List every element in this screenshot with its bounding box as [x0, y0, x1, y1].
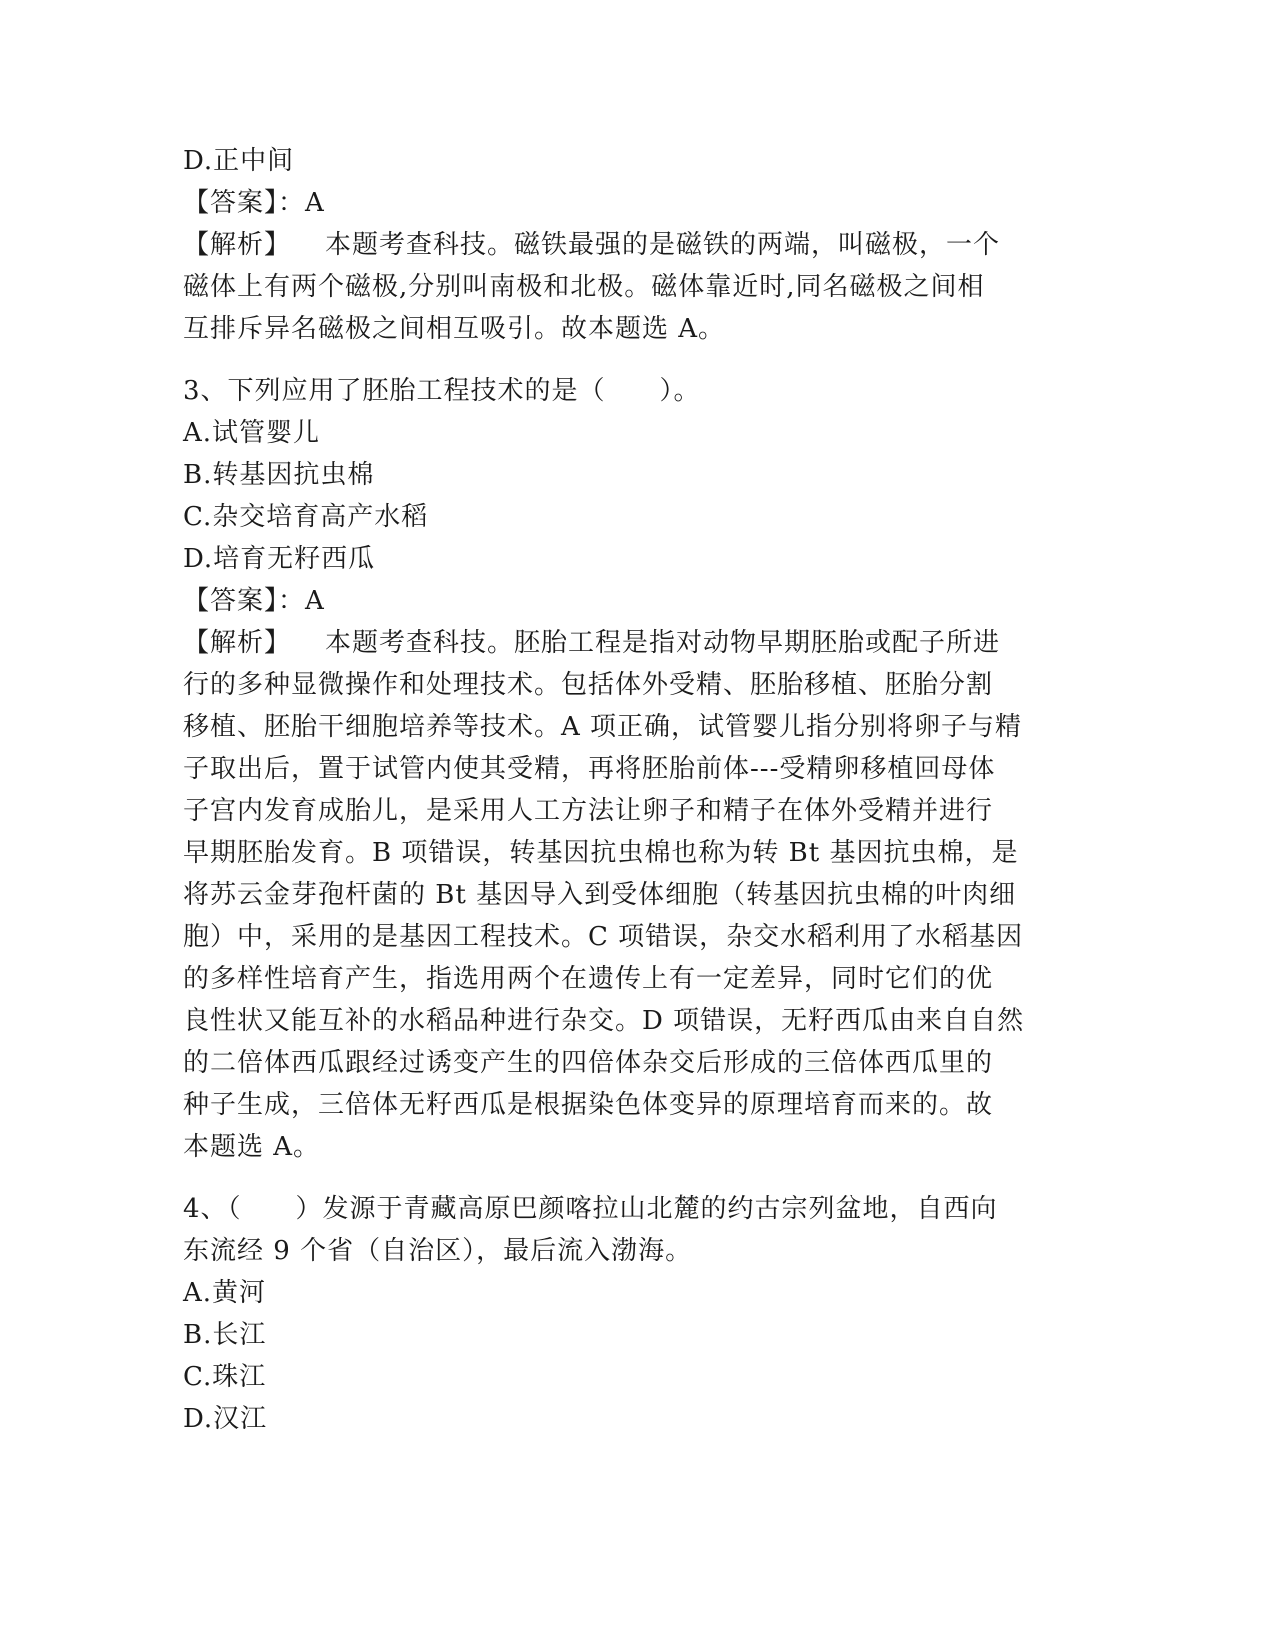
- analysis-line: 早期胚胎发育。B 项错误，转基因抗虫棉也称为转 Bt 基因抗虫棉，是: [183, 838, 1019, 868]
- question-text: 4、（ ）发源于青藏高原巴颜喀拉山北麓的约古宗列盆地，自西向: [183, 1194, 998, 1224]
- answer: 【答案】：A: [183, 188, 325, 218]
- analysis-line: 的二倍体西瓜跟经过诱变产生的四倍体杂交后形成的三倍体西瓜里的: [183, 1048, 994, 1078]
- document-page: [183, 140, 1083, 1440]
- analysis-label: 【解析】: [183, 628, 292, 658]
- option-d: D.汉江: [183, 1404, 268, 1434]
- analysis-line: 移植、胚胎干细胞培养等技术。A 项正确，试管婴儿指分别将卵子与精: [183, 712, 1023, 742]
- analysis-line: 良性状又能互补的水稻品种进行杂交。D 项错误，无籽西瓜由来自自然: [183, 1006, 1025, 1036]
- analysis-line: 胞）中，采用的是基因工程技术。C 项错误，杂交水稻利用了水稻基因: [183, 922, 1024, 952]
- option-a: A.试管婴儿: [183, 418, 321, 448]
- analysis-line: 本题选 A。: [183, 1132, 321, 1162]
- analysis-line: 互排斥异名磁极之间相互吸引。故本题选 A。: [183, 314, 726, 344]
- analysis-text: 本题考查科技。磁铁最强的是磁铁的两端，叫磁极，一个: [325, 230, 1001, 260]
- option-b: B.转基因抗虫棉: [183, 460, 375, 490]
- analysis-line: 的多样性培育产生，指选用两个在遗传上有一定差异，同时它们的优: [183, 964, 994, 994]
- question-2-tail: [183, 140, 1083, 350]
- option-c: C.珠江: [183, 1362, 267, 1392]
- analysis-line: [183, 622, 1083, 664]
- analysis-line: 子宫内发育成胎儿，是采用人工方法让卵子和精子在体外受精并进行: [183, 796, 994, 826]
- analysis-line: 种子生成，三倍体无籽西瓜是根据染色体变异的原理培育而来的。故: [183, 1090, 994, 1120]
- question-text: 3、下列应用了胚胎工程技术的是（ ）。: [183, 376, 701, 406]
- analysis-line: 磁体上有两个磁极,分别叫南极和北极。磁体靠近时,同名磁极之间相: [183, 272, 985, 302]
- analysis-line: 将苏云金芽孢杆菌的 Bt 基因导入到受体细胞（转基因抗虫棉的叶肉细: [183, 880, 1017, 910]
- question-4: [183, 1188, 1083, 1440]
- question-3: [183, 370, 1083, 1168]
- option-d: D.正中间: [183, 146, 295, 176]
- option-b: B.长江: [183, 1320, 267, 1350]
- analysis-line: 行的多种显微操作和处理技术。包括体外受精、胚胎移植、胚胎分割: [183, 670, 994, 700]
- answer: 【答案】：A: [183, 586, 325, 616]
- analysis-line: [183, 224, 1083, 266]
- analysis-line: 子取出后，置于试管内使其受精，再将胚胎前体---受精卵移植回母体: [183, 754, 996, 784]
- option-a: A.黄河: [183, 1278, 267, 1308]
- option-d: D.培育无籽西瓜: [183, 544, 376, 574]
- analysis-label: 【解析】: [183, 230, 292, 260]
- analysis-text: 本题考查科技。胚胎工程是指对动物早期胚胎或配子所进: [325, 628, 1001, 658]
- option-c: C.杂交培育高产水稻: [183, 502, 429, 532]
- question-text: 东流经 9 个省（自治区），最后流入渤海。: [183, 1236, 693, 1266]
